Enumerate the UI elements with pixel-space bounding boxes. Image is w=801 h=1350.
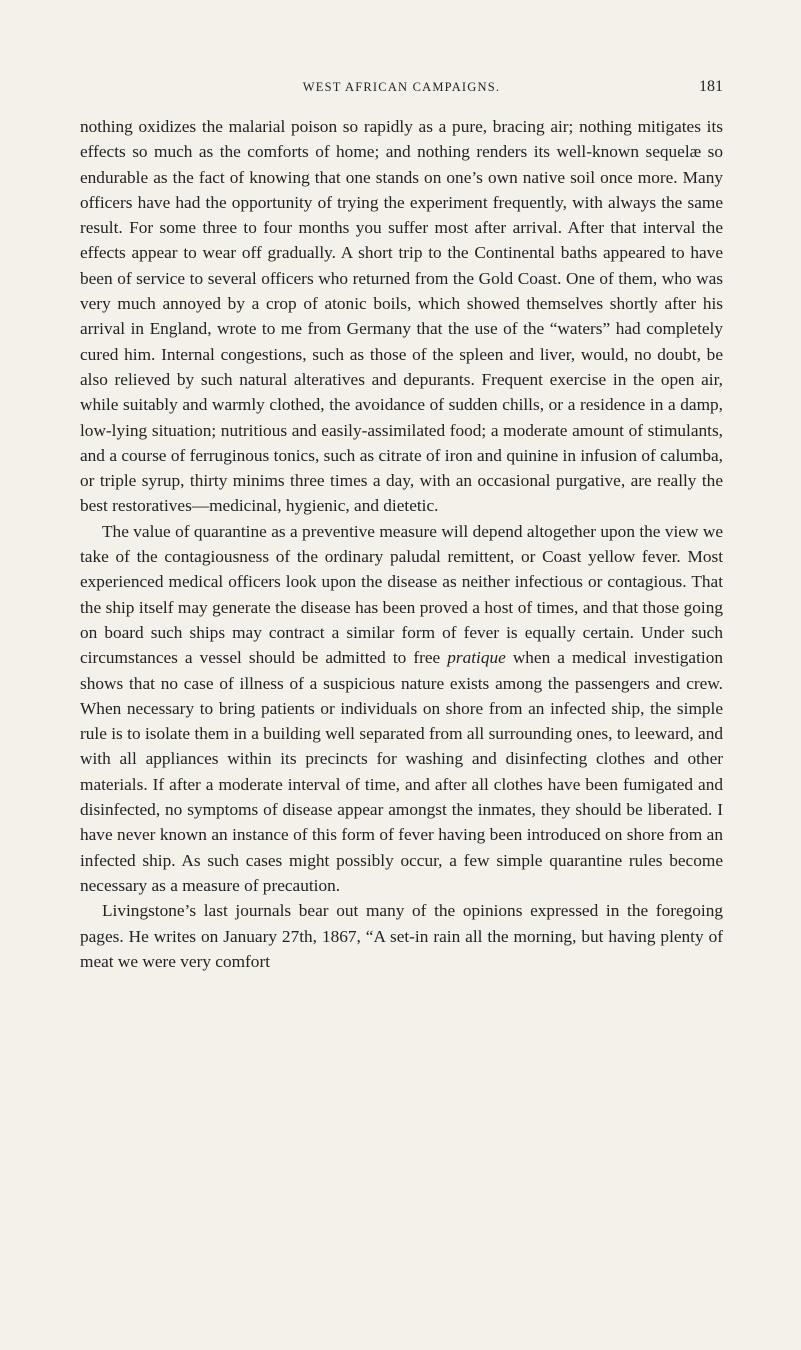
pratique-term: pratique	[447, 648, 506, 668]
running-title: WEST AFRICAN CAMPAIGNS.	[302, 80, 501, 94]
paragraph-quarantine	[80, 519, 723, 898]
running-head	[80, 78, 723, 100]
paragraph-livingstone: Livingstone’s last journals bear out many of the opinions expressed in the foregoing pages. He writes on January 27th, 1867, “A set-in rain all the morning, but having plenty of meat we were very comfort	[80, 901, 723, 971]
quarantine-text-before: The value of quarantine as a preventive measure will depend altogether upon the view we take of the contagiousness of the ordinary paludal remittent, or Coast yellow fever. Most experienced medical officers look upon the disease as neither infectious or contagious. That the ship itself may generate the disease has been proved a host of times, and that those going on board such ships may contract a similar form of fever is equally certain. Under such circumstances a vessel should be admitted to free	[80, 521, 723, 668]
body-text	[80, 114, 723, 974]
quarantine-text-after: when a medical investigation shows that no case of illness of a suspicious nature exists among the passengers and crew. When necessary to bring patients or individuals on shore from an infected ship, the simple rule is to isolate them in a building well separated from all surrounding ones, to leeward, and with all appliances within its precincts for washing and disinfecting clothes and other materials. If after a moderate interval of time, and after all clothes have been fumigated and disinfected, no symptoms of disease appear amongst the inmates, they should be liberated. I have never known an instance of this form of fever having been introduced on shore from an infected ship. As such cases might possibly occur, a few simple quarantine rules become necessary as a measure of precaution.	[80, 648, 723, 895]
paragraph-aftercare: nothing oxidizes the malarial poison so rapidly as a pure, bracing air; nothing mitigates its effects so much as the comforts of home; and nothing renders its well-known sequelæ so endurable as the fact of knowing that one stands on one’s own native soil once more. Many officers have had the opportunity of trying the experiment frequently, with always the same result. For some three to four months you suffer most after arrival. After that interval the effects appear to wear off gradually. A short trip to the Continental baths appeared to have been of service to several officers who returned from the Gold Coast. One of them, who was very much annoyed by a crop of atonic boils, which showed themselves shortly after his arrival in England, wrote to me from Germany that the use of the “waters” had completely cured him. Internal congestions, such as those of the spleen and liver, would, no doubt, be also relieved by such natural alteratives and depurants. Frequent exercise in the open air, while suitably and warmly clothed, the avoidance of sudden chills, or a residence in a damp, low-lying situation; nutritious and easily-assimilated food; a moderate amount of stimulants, and a course of ferruginous tonics, such as citrate of iron and quinine in infusion of calumba, or triple syrup, thirty minims three times a day, with an occasional purgative, are really the best restoratives—medicinal, hygienic, and dietetic.	[80, 117, 723, 516]
page-number: 181	[699, 78, 723, 95]
